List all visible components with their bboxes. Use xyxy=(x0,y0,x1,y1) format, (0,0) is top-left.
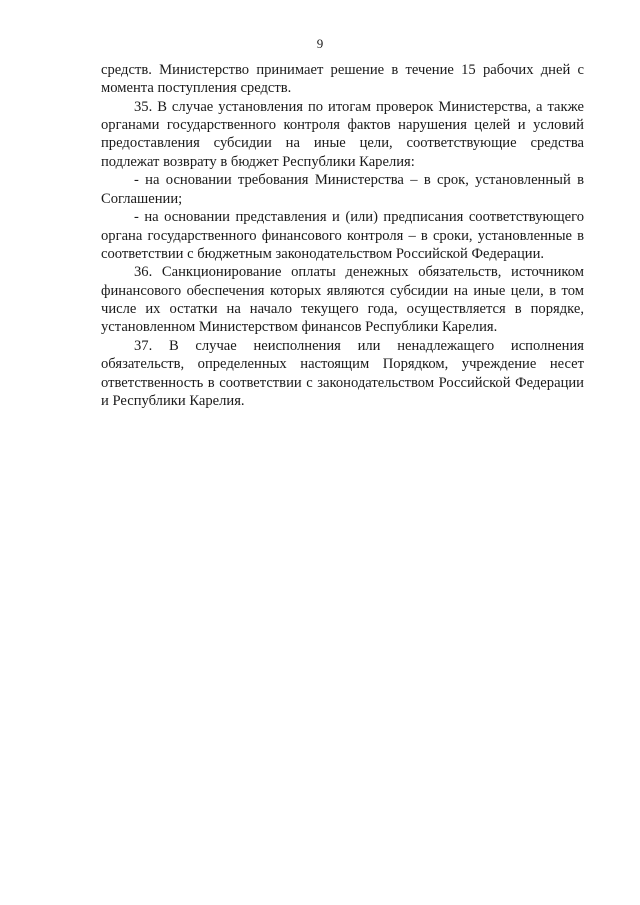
paragraph-35-item-requirement: - на основании требования Министерства – в срок, установленный в Соглашении; xyxy=(101,172,584,207)
paragraph-35: 35. В случае установления по итогам проверок Министерства, а также органами государственного контроля фактов нарушения целей и условий предоставления субсидии на иные цели, соответствующие средства подлежат возврату в бюджет Республики Карелия: xyxy=(101,98,584,170)
paragraph-35-item-representation: - на основании представления и (или) предписания соответствующего органа государственного финансового контроля – в сроки, установленные в соответствии с бюджетным законодательством Российской Федерации. xyxy=(101,209,584,262)
paragraph-37: 37. В случае неисполнения или ненадлежащего исполнения обязательств, определенных настоящим Порядком, учреждение несет ответственность в соответствии с законодательством Российской Федерации и Республики Карелия. xyxy=(101,337,584,409)
document-body xyxy=(101,61,584,410)
paragraph-continuation: средств. Министерство принимает решение в течение 15 рабочих дней с момента поступления средств. xyxy=(101,62,584,97)
page-number: 9 xyxy=(316,36,324,51)
paragraph-36: 36. Санкционирование оплаты денежных обязательств, источником финансового обеспечения которых являются субсидии на иные цели, в том числе их остатки на начало текущего года, осуществляется в порядке, установленном Министерством финансов Республики Карелия. xyxy=(101,264,584,336)
